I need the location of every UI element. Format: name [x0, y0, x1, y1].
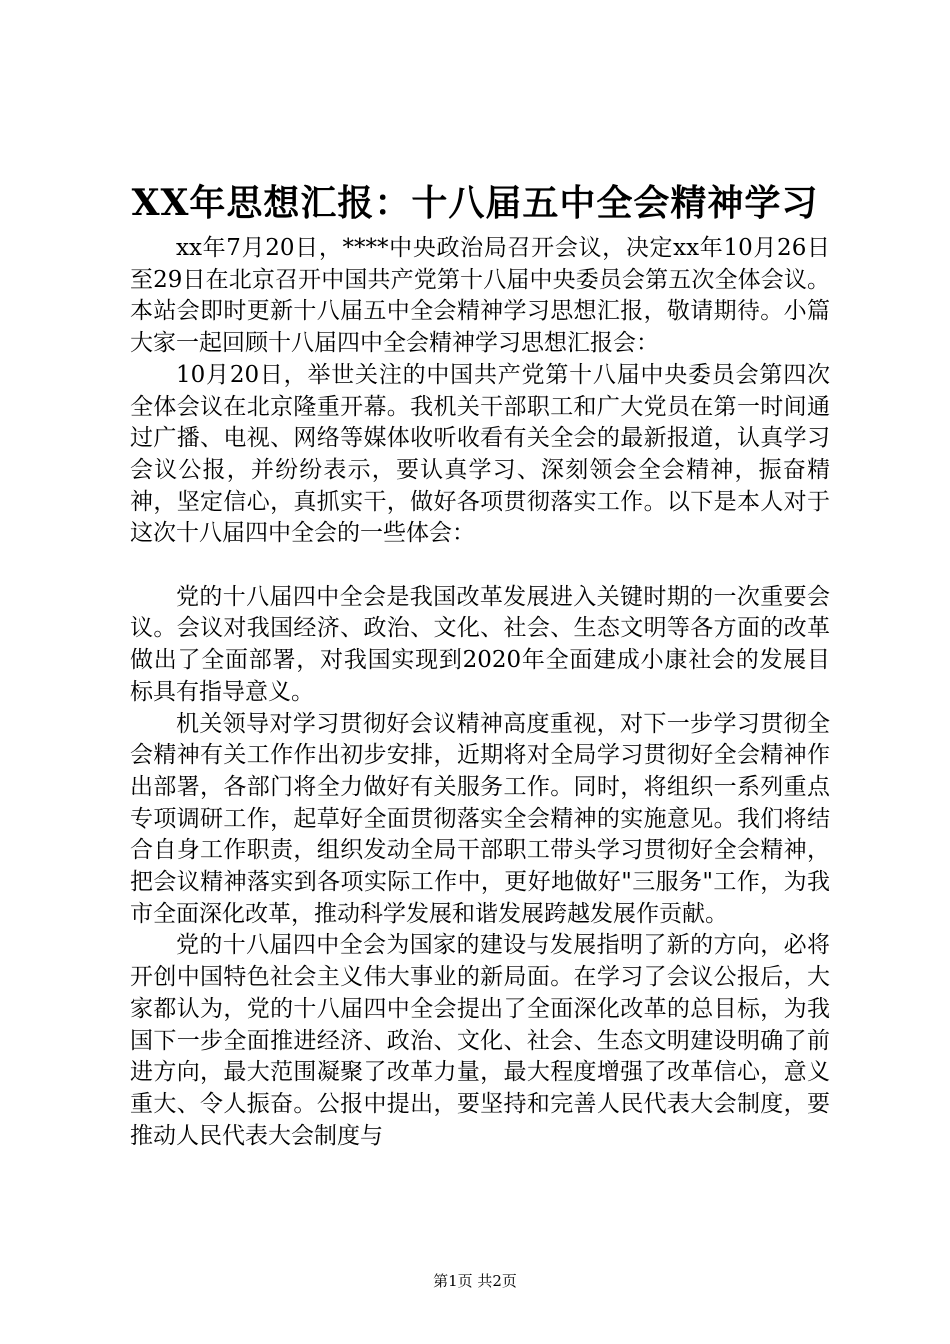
- paragraph-1: xx年7月20日，****中央政治局召开会议，决定xx年10月26日至29日在北京召开中国共产党第十八届中央委员会第五次全体会议。本站会即时更新十八届五中全会精神学习思想汇报，敬请期待。小篇大家一起回顾十八届四中全会精神学习思想汇报会：: [130, 235, 830, 357]
- document-body: [130, 233, 830, 1152]
- paragraph-5: 党的十八届四中全会为国家的建设与发展指明了新的方向，必将开创中国特色社会主义伟大事业的新局面。在学习了会议公报后，大家都认为，党的十八届四中全会提出了全面深化改革的总目标，为我国下一步全面推进经济、政治、文化、社会、生态文明建设明确了前进方向，最大范围凝聚了改革力量，最大程度增强了改革信心，意义重大、令人振奋。公报中提出，要坚持和完善人民代表大会制度，要推动人民代表大会制度与: [130, 932, 830, 1149]
- blank-line: [130, 550, 830, 582]
- page-number-footer: 第1页 共2页: [433, 1272, 517, 1290]
- paragraph-3: 党的十八届四中全会是我国改革发展进入关键时期的一次重要会议。会议对我国经济、政治、文化、社会、生态文明等各方面的改革做出了全面部署，对我国实现到2020年全面建成小康社会的发展目标具有指导意义。: [130, 583, 830, 705]
- paragraph-4: 机关领导对学习贯彻好会议精神高度重视，对下一步学习贯彻全会精神有关工作作出初步安排，近期将对全局学习贯彻好全会精神作出部署，各部门将全力做好有关服务工作。同时，将组织一系列重点专项调研工作，起草好全面贯彻落实全会精神的实施意见。我们将结合自身工作职责，组织发动全局干部职工带头学习贯彻好全会精神，把会议精神落实到各项实际工作中，更好地做好"三服务"工作，为我市全面深化改革，推动科学发展和谐发展跨越发展作贡献。: [130, 710, 830, 927]
- paragraph-2: 10月20日，举世关注的中国共产党第十八届中央委员会第四次全体会议在北京隆重开幕。我机关干部职工和广大党员在第一时间通过广播、电视、网络等媒体收听收看有关全会的最新报道，认真学习会议公报，并纷纷表示，要认真学习、深刻领会全会精神，振奋精神，坚定信心，真抓实干，做好各项贯彻落实工作。以下是本人对于这次十八届四中全会的一些体会：: [130, 361, 830, 547]
- document-title: XX年思想汇报：十八届五中全会精神学习: [131, 182, 819, 224]
